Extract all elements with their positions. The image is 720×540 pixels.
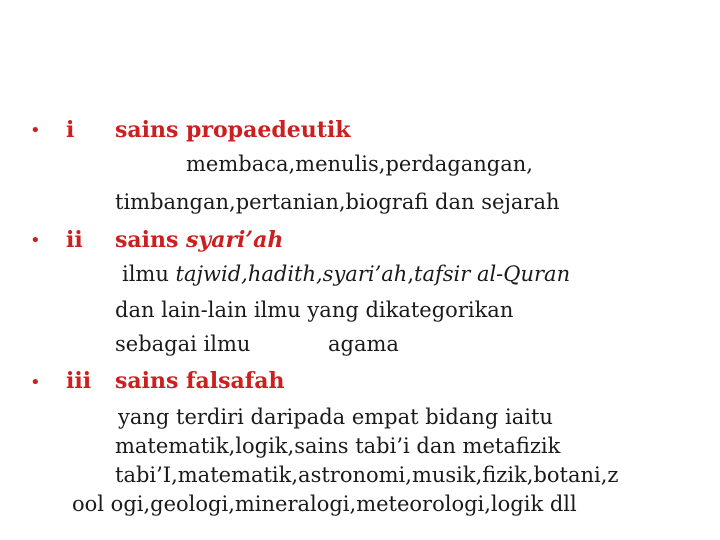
text-sep: , (407, 262, 414, 286)
bullet-1: • (30, 120, 41, 141)
item-number-ii: ii (66, 227, 83, 253)
heading-sains-syariah (115, 226, 283, 254)
heading-sains-falsafah: sains falsafah (115, 368, 285, 394)
text-pre: ilmu (122, 262, 176, 286)
text-italic: tajwid,hadith,syari’ah (175, 262, 408, 286)
text-line: matematik,logik,sains tabi’i dan metafizik (115, 434, 561, 458)
heading-italic: syari’ah (186, 227, 284, 253)
text-line: agama (328, 332, 399, 356)
text-line: sebagai ilmu (115, 332, 251, 356)
text-line: timbangan,pertanian,biografi dan sejarah (115, 190, 560, 214)
text-line: dan lain-lain ilmu yang dikategorikan (115, 298, 514, 322)
text-line: yang terdiri daripada empat bidang iaitu (118, 405, 553, 429)
item-number-i: i (66, 117, 75, 143)
item-number-iii: iii (66, 368, 92, 394)
heading-sains-propaedeutik: sains propaedeutik (115, 117, 351, 143)
text-line: membaca,menulis,perdagangan, (186, 152, 533, 176)
bullet-2: • (30, 230, 41, 251)
heading-prefix: sains (115, 227, 187, 253)
text-line (122, 260, 570, 288)
text-italic: tafsir al-Quran (414, 262, 571, 286)
text-line: tabi’I,matematik,astronomi,musik,fizik,botani,z (115, 463, 619, 487)
bullet-3: • (30, 372, 41, 393)
text-line: ool ogi,geologi,mineralogi,meteorologi,logik dll (72, 492, 577, 516)
